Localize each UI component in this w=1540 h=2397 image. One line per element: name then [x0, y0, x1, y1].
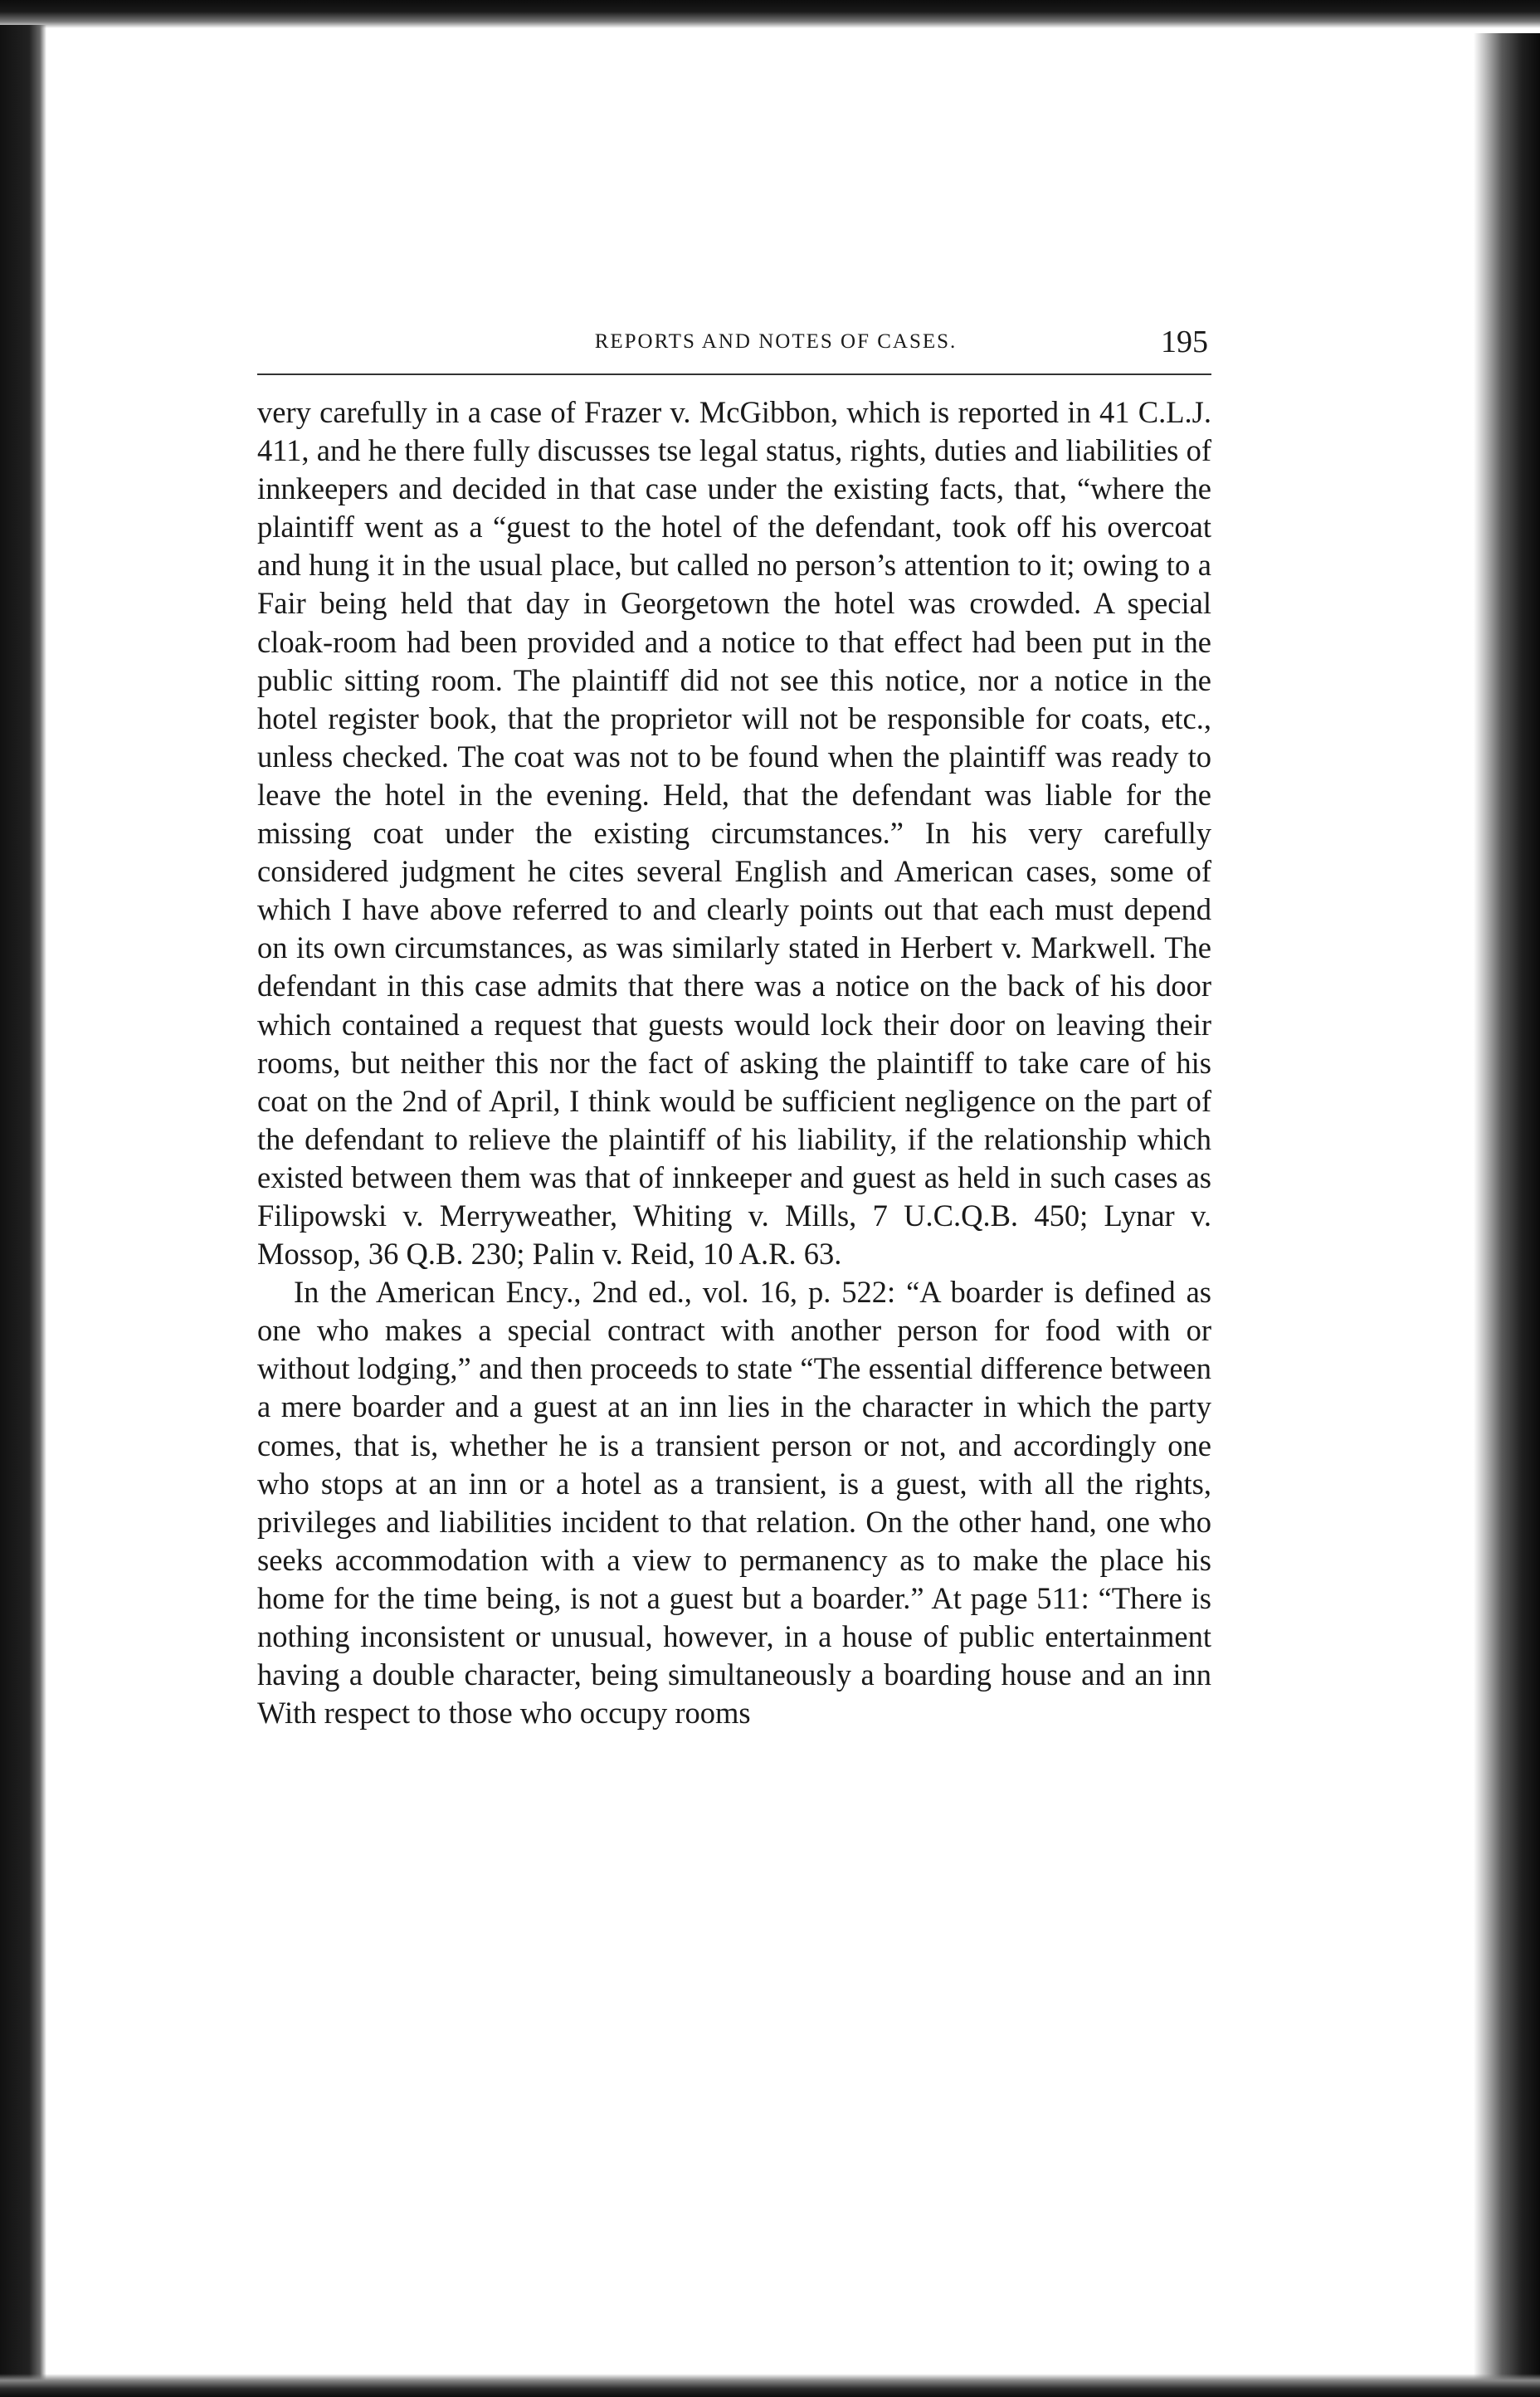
body-text	[257, 393, 1211, 1732]
running-head	[257, 324, 1211, 364]
scan-border-right	[1474, 33, 1540, 2397]
book-page	[257, 324, 1211, 1732]
paragraph-2: In the American Ency., 2nd ed., vol. 16, p. 522: “A boarder is defined as one who makes a special contract with another person for food with or without lodging,” and then proceeds to state “The essential difference between a mere boarder and a guest at an inn lies in the character in which the party comes, that is, whether he is a transient person or not, and accordingly one who stops at an inn or a hotel as a transient, is a guest, with all the rights, privileges and liabilities incident to that relation. On the other hand, one who seeks accommodation with a view to permanency as to make the place his home for the time being, is not a guest but a boarder.” At page 511: “There is nothing inconsistent or unusual, however, in a house of public entertainment having a double character, being simultaneously a boarding house and an inn With respect to those who occupy rooms	[257, 1275, 1211, 1731]
running-title: REPORTS AND NOTES OF CASES.	[594, 330, 958, 353]
paragraph-1: very carefully in a case of Frazer v. McGibbon, which is reported in 41 C.L.J. 411, and he there fully discusses tse legal status, rights, duties and liabilities of innkeepers and decided in that case under the existing facts, that, “where the plaintiff went as a “guest to the hotel of the defendant, took off his overcoat and hung it in the usual place, but called no person’s attention to it; owing to a Fair being held that day in Georgetown the hotel was crowded. A special cloak-room had been provided and a notice to that effect had been put in the public sitting room. The plaintiff did not see this notice, nor a notice in the hotel register book, that the proprietor will not be responsible for coats, etc., unless checked. The coat was not to be found when the plaintiff was ready to leave the hotel in the evening. Held, that the defendant was liable for the missing coat under the existing circumstances.” In his very carefully considered judgment he cites several English and American cases, some of which I have above referred to and clearly points out that each must depend on its own circumstances, as was similarly stated in Herbert v. Markwell. The defendant in this case admits that there was a notice on the back of his door which contained a request that guests would lock their door on leaving their rooms, but neither this nor the fact of asking the plaintiff to take care of his coat on the 2nd of April, I think would be sufficient negligence on the part of the defendant to relieve the plaintiff of his liability, if the relationship which existed between them was that of innkeeper and guest as held in such cases as Filipowski v. Merryweather, Whiting v. Mills, 7 U.C.Q.B. 450; Lynar v. Mossop, 36 Q.B. 230; Palin v. Reid, 10 A.R. 63.	[257, 395, 1211, 1272]
scan-border-left	[0, 25, 46, 2397]
header-rule	[257, 373, 1211, 375]
scan-border-bottom	[0, 2374, 1540, 2397]
page-number: 195	[1161, 325, 1208, 359]
scan-border-top	[0, 0, 1540, 28]
